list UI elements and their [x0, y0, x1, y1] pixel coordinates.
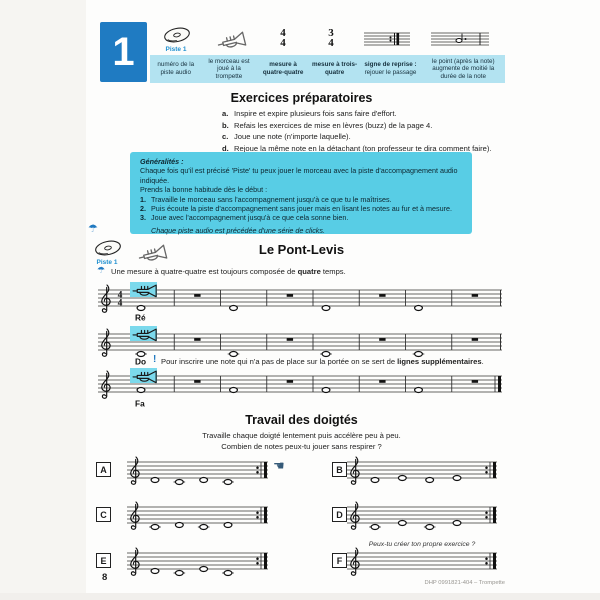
exercise-staff-f	[347, 545, 497, 594]
page-left-margin	[0, 0, 86, 600]
catalog-number: DHP 0991821-404 – Trompette	[424, 580, 505, 586]
time-44-icon: 4 4	[280, 27, 286, 49]
exercise-label-b: B	[332, 462, 347, 477]
staff-fa	[98, 368, 502, 417]
pointing-hand-icon: ☚	[273, 458, 285, 473]
svg-text:Ré: Ré	[135, 312, 146, 323]
prep-title: Exercices préparatoires	[230, 91, 373, 105]
exercise-staff-e	[127, 545, 268, 594]
exclamation-icon: !	[153, 354, 157, 365]
exercise-staff-a	[127, 454, 268, 503]
exercise-label-a: A	[96, 462, 111, 477]
legend-caption-trumpet: le morceau est joué à la trompette	[208, 57, 250, 80]
dotted-note-icon	[431, 31, 489, 54]
exercise-label-d: D	[332, 507, 347, 522]
list-item: b. Refais les exercices de mise en lèvres (buzz) de la page 4.	[222, 120, 433, 130]
generalites-line: Chaque fois qu'il est précisé 'Piste' tu peux jouer le morceau avec la piste d'accompagnement audio indiquée.	[140, 166, 458, 185]
piece-title: Le Pont-Levis	[258, 242, 345, 257]
ledger-lines-text: Pour inscrire une note qui n'a pas de place sur la portée on se sert de lignes supplémentaires.	[161, 357, 484, 366]
list-item: c. Joue une note (n'importe laquelle).	[222, 132, 351, 141]
exercise-label-c: C	[96, 507, 111, 522]
legend-caption-44: mesure à quatre-quatre	[262, 61, 304, 76]
legend-caption-track: numéro de la piste audio	[157, 61, 195, 76]
legend-caption-dot: le point (après la note) augmente de moitié la durée de la note	[431, 57, 495, 80]
exercise-f-hint: Peux-tu créer ton propre exercice ?	[368, 541, 476, 548]
svg-text:4: 4	[117, 298, 123, 309]
prep-list	[222, 108, 492, 154]
list-item: a. Inspire et expire plusieurs fois sans faire d'effort.	[222, 109, 397, 118]
trumpet-icon	[211, 27, 249, 58]
list-item: d. Rejoue la même note en la détachant (ton professeur te dira comment faire).	[222, 143, 492, 153]
mascot-icon: ☂	[88, 223, 98, 235]
staff-re	[98, 282, 502, 331]
exercise-staff-c	[127, 499, 268, 548]
legend-caption-repeat: signe de reprise : rejouer le passage	[364, 61, 417, 76]
generalites-step: 3. Joue avec l'accompagnement jusqu'à ce que cela sonne bien.	[140, 213, 349, 223]
page-number: 8	[102, 572, 108, 583]
generalites-step: 1. Travaille le morceau sans l'accompagnement jusqu'à ce que tu le maîtrises.	[140, 194, 392, 204]
generalites-step: 2. Puis écoute la piste d'accompagnement sans jouer mais en lisant les notes au fur et à mesure.	[140, 204, 453, 214]
svg-text:4: 4	[117, 290, 123, 301]
generalites-note: Chaque piste audio est précédée d'une série de clicks.	[151, 225, 325, 235]
page-bottom-margin	[0, 593, 600, 600]
exercise-label-f: F	[332, 553, 347, 568]
unit-number-box	[100, 22, 147, 82]
unit-number: 1	[112, 29, 135, 74]
repeat-sign-icon	[364, 31, 410, 54]
time-34-icon: 3 4	[328, 27, 334, 49]
generalites-box	[130, 152, 472, 234]
fingers-subtitle: Travaille chaque doigté lentement puis accélère peu à peu. Combien de notes peux-tu jouer sans respirer ?	[202, 431, 401, 451]
legend-strip	[150, 55, 505, 83]
measure-intro-text: Une mesure à quatre-quatre est toujours composée de quatre temps.	[111, 267, 346, 276]
generalites-title: Généralités :	[140, 157, 184, 166]
exercise-label-e: E	[96, 553, 111, 568]
fingers-title: Travail des doigtés	[245, 413, 358, 427]
track-label: Piste 1	[165, 46, 187, 53]
exercise-staff-b	[347, 454, 497, 503]
svg-text:Fa: Fa	[135, 398, 145, 409]
mascot-icon: ☂	[97, 265, 106, 275]
svg-text:Do: Do	[135, 356, 147, 367]
track-label: Piste 1	[96, 259, 118, 266]
legend-caption-34: mesure à trois-quatre	[312, 61, 358, 76]
generalites-line: Prends la bonne habitude dès le début :	[140, 185, 268, 195]
